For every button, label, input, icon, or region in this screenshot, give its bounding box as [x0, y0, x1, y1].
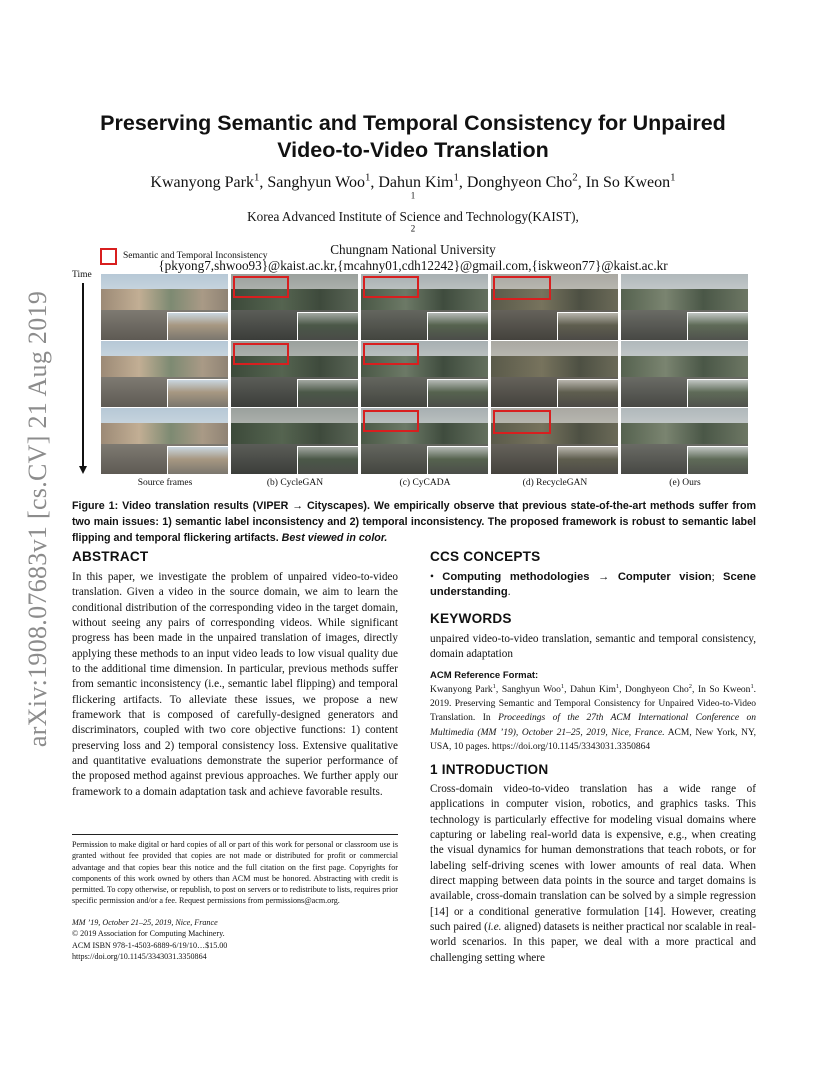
affiliation-mark: 1: [492, 682, 496, 690]
frame-recyclegan-t3: [491, 408, 618, 474]
paper-title: [72, 110, 754, 164]
isbn-line: ACM ISBN 978-1-4503-6889-6/19/10…$15.00: [72, 940, 228, 950]
figure-frame-grid: [101, 274, 749, 474]
frame-cycada-t3: [361, 408, 488, 474]
figure-caption-text: Figure 1: Video translation results (VIPER → Cityscapes). We empirically observe that previous state-of-the-art methods suffer from two main issues: 1) semantic label inconsistency and 2) temporal inconsistency. The proposed framework is robust to semantic label flipping and temporal flickering artifacts.: [72, 500, 756, 544]
ccs-concepts: [430, 570, 756, 601]
frame-cyclegan-t3: [231, 408, 358, 474]
abstract-text: In this paper, we investigate the problem of unpaired video-to-video translation. Given a video in the source domain, we aim to learn the conditional distribution of the corresponding video in the target domain, without seeing any pairs of corresponding videos. While significant progress has been made in the unpaired translation of images, directly applying these methods to an input video leads to low visual quality due to the additional time dimension. In particular, previous methods suffer from semantic inconsistency (i.e., semantic label flipping) and temporal flickering artifacts. To alleviate these issues, we propose a new framework that is composed of carefully-designed generators and discriminators, coupled with two core objective functions: 1) content preserving loss and 2) temporal consistency loss. Extensive qualitative and quantitative evaluations demonstrate the superior performance of the proposed method against previous approaches. We further apply our framework to a domain adaptation task and achieve favorable results.: [72, 571, 398, 798]
ccs-bullet: •: [430, 571, 443, 583]
time-arrow-shaft: [82, 283, 84, 467]
ccs-concept-2: Scene understanding: [430, 571, 757, 599]
institution-2: Chungnam National University: [330, 241, 496, 257]
frame-cyclegan-t2: [231, 341, 358, 407]
intro-text-emphasis: i.e.: [487, 921, 502, 934]
inconsistency-highlight-box: [363, 410, 419, 432]
figure-legend: [100, 246, 268, 266]
column-caption-recyclegan: (d) RecycleGAN: [522, 478, 588, 488]
author-name: Dahun Kim: [378, 174, 454, 191]
affiliation-mark: 1: [410, 190, 416, 201]
affiliation-mark: 2: [410, 223, 416, 234]
intro-text-a: Cross-domain video-to-video translation has a wide range of applications in computer vision, robotics, and graphics tasks. This technology is particularly effective for modeling visual domains where capturing or labeling real-world data is expensive, e.g., when creating the visual dynamics for human demonstrations that teach robots, or for labeling self-driving scenes with lower amounts of real data. When direct mapping between data points in the source and target domains is available, cross-domain translation can be solved by a simple regression [14] or a conditional generative formulation [14]. However, creating such paired (: [430, 783, 756, 934]
copyright-block: [72, 917, 398, 962]
author-emails: {pkyong7,shwoo93}@kaist.ac.kr,{mcahny01,cdh12242}@gmail.com,{iskweon77}@kaist.ac.kr: [158, 258, 668, 273]
keywords-heading: KEYWORDS: [430, 611, 512, 626]
column-caption-cyclegan: (b) CycleGAN: [266, 478, 324, 488]
frame-source-t1: [101, 274, 228, 340]
inconsistency-highlight-box: [363, 276, 419, 298]
frame-cyclegan-t1: [231, 274, 358, 340]
column-caption-ours: (e) Ours: [669, 478, 701, 488]
acm-reference-text: Kwanyong Park$^1$, Sanghyun Woo$^1$, Dahun Kim$^1$, Donghyeon Cho$^2$, In So Kweon$^1$. 2019. Preserving Semantic and Temporal Consistency for Unpaired Video-to-Video Translation. In Proceedings of the 27th ACM International Conference on Multimedia (MM ’19), October 21–25, 2019, Nice, France. ACM, New York, NY, USA, 10 pages. https://doi.org/10.1145/3343031.3350864: [430, 682, 757, 752]
ccs-heading: CCS CONCEPTS: [430, 549, 541, 564]
introduction-text: [430, 782, 756, 966]
column-caption-cycada: (c) CyCADA: [399, 478, 451, 488]
inconsistency-highlight-box: [363, 343, 419, 365]
keywords-text: unpaired video-to-video translation, semantic and temporal consistency, domain adaptation: [430, 633, 756, 661]
intro-text-b: aligned) datasets is neither practical nor scalable in real-world scenarios. In this paper, we deal with a more practical and challenging setting where: [430, 921, 757, 964]
frame-ours-t1: [621, 274, 748, 340]
arrow-down-icon: [79, 466, 87, 474]
affiliation-mark: 1: [560, 682, 565, 690]
affiliation-mark: 1: [453, 171, 459, 184]
title-line-1: Preserving Semantic and Temporal Consistency for Unpaired: [100, 111, 726, 135]
frame-cycada-t1: [361, 274, 488, 340]
affiliation-mark: 2: [572, 171, 578, 184]
affiliation-mark: 1: [670, 171, 676, 184]
author-name: Donghyeon Cho: [466, 174, 573, 191]
ref-tail: ACM, New York, NY, USA, 10 pages. https://doi.org/10.1145/3343031.3350864: [430, 727, 756, 752]
frame-source-t3: [101, 408, 228, 474]
ccs-end: .: [507, 586, 511, 599]
ccs-separator: ;: [711, 571, 724, 583]
frame-recyclegan-t2: [491, 341, 618, 407]
inconsistency-highlight-box: [233, 276, 289, 298]
doi-line: https://doi.org/10.1145/3343031.3350864: [72, 951, 207, 961]
figure-caption: [72, 498, 756, 546]
affiliation-mark: 1: [615, 682, 620, 690]
ccs-concept-1: Computing methodologies → Computer vision: [442, 571, 712, 583]
inconsistency-highlight-box: [493, 410, 551, 434]
time-axis-label: Time: [72, 270, 92, 280]
abstract-heading: ABSTRACT: [72, 549, 149, 564]
ref-venue: Proceedings of the 27th ACM International Conference on Multimedia (MM ’19), October 21–25, 2019, Nice, France.: [430, 713, 756, 738]
inconsistency-highlight-box: [493, 276, 551, 300]
figure-caption-emphasis: Best viewed in color.: [281, 532, 388, 544]
affiliation-mark: 1: [253, 171, 260, 184]
arxiv-sidebar-stamp: [18, 284, 58, 754]
copyright-line: © 2019 Association for Computing Machinery.: [72, 929, 225, 939]
affiliation-mark: 2: [688, 682, 692, 690]
title-line-2: Video-to-Video Translation: [277, 138, 549, 162]
ref-author: Kwanyong Park: [430, 685, 493, 695]
institution-1: Korea Advanced Institute of Science and Technology(KAIST),: [247, 208, 579, 224]
affiliation-mark: 1: [750, 682, 754, 690]
legend-label: Semantic and Temporal Inconsistency: [123, 251, 268, 261]
arxiv-id: arXiv:1908.07683v1 [cs.CV] 21 Aug 2019: [23, 290, 52, 748]
frame-recyclegan-t1: [491, 274, 618, 340]
frame-source-t2: [101, 341, 228, 407]
footnote-divider: [72, 834, 398, 835]
author-name: Kwanyong Park: [150, 174, 254, 191]
author-name: In So Kweon: [585, 174, 671, 191]
acm-reference-heading: ACM Reference Format:: [430, 670, 539, 681]
ref-author: In So Kweon: [697, 685, 751, 695]
ref-author: Sanghyun Woo: [501, 685, 561, 695]
affiliation-mark: 1: [364, 171, 371, 184]
ref-body: . 2019. Preserving Semantic and Temporal Consistency for Unpaired Video-to-Video Translation. In: [430, 685, 757, 724]
frame-ours-t3: [621, 408, 748, 474]
author-name: Sanghyun Woo: [267, 174, 365, 191]
author-list: Kwanyong Park$^1$, Sanghyun Woo$^1$, Dahun Kim$^1$, Donghyeon Cho$^2$, In So Kweon$^1$: [150, 171, 676, 191]
ref-author: Donghyeon Cho: [625, 685, 689, 695]
frame-cycada-t2: [361, 341, 488, 407]
inconsistency-highlight-box: [233, 343, 289, 365]
introduction-heading: 1 INTRODUCTION: [430, 762, 549, 777]
ref-author: Dahun Kim: [570, 685, 616, 695]
column-caption-source: Source frames: [137, 478, 193, 488]
conference-line: MM ’19, October 21–25, 2019, Nice, France: [72, 918, 218, 927]
permission-notice: Permission to make digital or hard copies of all or part of this work for personal or classroom use is granted without fee provided that copies are not made or distributed for profit or commercial advantage and that copies bear this notice and the full citation on the first page. Copyrights for components of this work owned by others than ACM must be honored. Abstracting with credit is permitted. To copy otherwise, or republish, to post on servers or to redistribute to lists, requires prior specific permission and/or a fee. Request permissions from permissions@acm.org.: [72, 840, 398, 906]
legend-red-box-swatch: [100, 248, 117, 265]
frame-ours-t2: [621, 341, 748, 407]
